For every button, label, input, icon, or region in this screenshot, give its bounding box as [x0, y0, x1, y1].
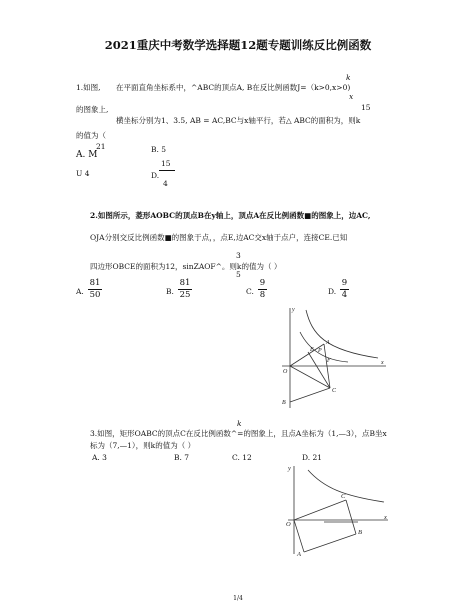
segment-bc: [290, 388, 330, 402]
fig3-label-o: O: [286, 521, 291, 528]
q3-option-a: A. 3: [92, 453, 107, 462]
q2-option-a-den: 50: [89, 290, 101, 300]
fig2-label-c: C: [332, 388, 337, 394]
q2-option-c-label: C.: [246, 287, 254, 296]
q2-text-line1: 2.如图所示，菱形AOBC的顶点B在y轴上，顶点A在反比例函数■的图象上，边AC,: [90, 211, 371, 220]
fig3-label-c: C: [341, 493, 346, 500]
q2-option-b-num: 81: [179, 278, 191, 288]
q2-option-a-label: A.: [76, 287, 84, 296]
fig2-label-p: P: [318, 348, 322, 354]
q1-text-line2: 的图象上,: [76, 105, 109, 114]
q1-option-d-label: D.: [151, 171, 160, 180]
segment-cb: [346, 500, 356, 534]
q1-option-d-bottom: 4: [163, 179, 168, 188]
q1-option-d-bar: [159, 170, 175, 171]
q3-option-b: B. 7: [174, 453, 190, 462]
fig2-label-y: y: [292, 307, 295, 313]
q2-option-a-num: 81: [89, 278, 101, 288]
q1-k-numerator: k: [346, 73, 351, 82]
fig3-label-a: A: [297, 551, 301, 558]
hyperbola-curve: [308, 470, 384, 502]
q1-option-a-top: 21: [96, 142, 106, 151]
page-title: 2021重庆中考数学选择题12题专题训练反比例函数: [104, 38, 372, 52]
q1-text-line1: 在平面直角坐标系中，^ABC的顶点A, B在反比例函数J=（k>0,x>0): [116, 83, 351, 92]
q1-option-c: U 4: [76, 169, 90, 178]
fig3-label-y: y: [288, 465, 291, 472]
q2-option-b-label: B.: [166, 287, 174, 296]
q2-figure: [278, 304, 388, 412]
segment-oc: [290, 366, 330, 388]
q2-option-b-den: 25: [179, 290, 191, 300]
q3-figure: [284, 462, 390, 558]
q2-option-d-fraction: [340, 279, 349, 300]
fig2-label-a: A: [326, 340, 330, 346]
fig2-label-e: E: [310, 347, 314, 353]
fig2-label-x: x: [381, 360, 384, 366]
fig3-label-b: B: [358, 529, 362, 536]
q2-option-c-den: 8: [259, 290, 266, 300]
q1-x-denominator: x: [349, 92, 354, 101]
q1-text-line3: 横坐标分别为1、3.5, AB = AC,BC与x轴平行，若△ ABC的面积为，则k: [116, 116, 361, 125]
q3-k-numerator: k: [237, 419, 242, 428]
fig2-label-b: B: [282, 400, 286, 406]
q2-option-b-fraction: [178, 279, 192, 300]
q1-number: 1.如图,: [76, 83, 101, 92]
q2-frac-top: 3: [236, 251, 241, 260]
q2-text-line2: OJA分别交反比例函数■的图象于点，，点E,边AC交x轴于点户，连接CE.已知: [90, 233, 348, 242]
q1-option-a: A. M: [76, 150, 98, 160]
segment-oc: [294, 500, 346, 520]
q2-text-line3: 四边形OBCE的面积为12，sinZAOF^。则k的值为（ ）: [90, 262, 282, 271]
q1-option-b: B. 5: [151, 145, 167, 154]
q2-option-a-fraction: [88, 279, 102, 300]
fig2-label-o: O: [283, 369, 288, 375]
fig3-label-x: x: [384, 514, 387, 521]
q1-text-line4: 的值为（: [76, 131, 106, 140]
q3-option-c: C. 12: [232, 453, 252, 462]
q1-option-d-top: 15: [161, 159, 171, 168]
q2-option-d-num: 9: [341, 278, 348, 288]
segment-ab: [304, 534, 356, 552]
fig2-label-f: F: [327, 358, 331, 364]
q3-text-line2: 标为（7,—1），则k的值为（ ）: [90, 441, 196, 450]
q3-text-line1: 3.如图，矩形OABC的顶点C在反比例函数^=的图象上，且点A坐标为（1,—3），点B坐x: [90, 429, 387, 438]
q2-option-d-label: D.: [328, 287, 337, 296]
q2-option-d-den: 4: [341, 290, 348, 300]
q3-option-d: D. 21: [302, 453, 323, 462]
q2-option-c-num: 9: [259, 278, 266, 288]
segment-oa: [294, 520, 304, 552]
page-number: 1/4: [233, 595, 243, 602]
curve-lower: [300, 332, 348, 362]
q2-option-c-fraction: [258, 279, 267, 300]
q2-frac-bottom: 5: [236, 270, 241, 279]
q1-fifteen: 15: [361, 103, 371, 112]
curve-upper: [306, 310, 378, 358]
